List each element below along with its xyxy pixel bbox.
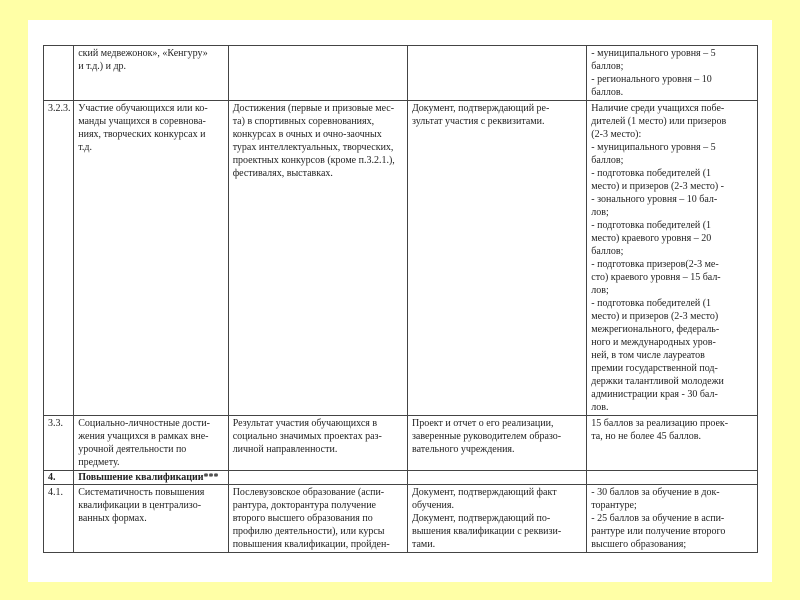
document-cell [407,46,586,101]
section-row [44,471,758,485]
empty-cell [228,471,407,485]
row-number [44,46,74,101]
criterion-name: Участие обучающихся или ко- манды учащихся в соревнова- ниях, творческих конкурсах и т.д. [74,101,228,416]
points-cell: - 30 баллов за обучение в док- торантуре; - 25 баллов за обучение в аспи- рантуре или получение второго высшего образования; [587,485,758,553]
table-row [44,485,758,553]
empty-cell [587,471,758,485]
points-cell: - муниципального уровня – 5 баллов; - регионального уровня – 10 баллов. [587,46,758,101]
table-row [44,46,758,101]
criterion-name: Социально-личностные дости- жения учащихся в рамках вне- урочной деятельности по предмету. [74,416,228,471]
table-row [44,101,758,416]
section-number: 4. [44,471,74,485]
document-cell: Документ, подтверждающий ре- зультат участия с реквизитами. [407,101,586,416]
points-cell: 15 баллов за реализацию проек- та, но не более 45 баллов. [587,416,758,471]
achievement-cell: Достижения (первые и призовые мес- та) в спортивных соревнованиях, конкурсах в очных и очно-заочных турах интеллектуальных, творческих, проектных конкурсов (кроме п.3.2.1.), фестивалях, выставках. [228,101,407,416]
row-number: 4.1. [44,485,74,553]
points-cell: Наличие среди учащихся побе- дителей (1 место) или призеров (2-3 место): - муниципального уровня – 5 баллов; - подготовка победителей (1 место) и призеров (2-3 место) - - зонального уровня – 10 бал- лов; - подготовка победителей (1 место) краевого уровня – 20 баллов; - подготовка призеров(2-3 ме- сто) краевого уровня – 15 бал- лов; - подготовка победителей (1 место) и призеров (2-3 место) межрегионального, федераль- ного и международных уров- ней, в том числе лауреатов премии государственной под- держки талантливой молодежи администрации края - 30 бал- лов. [587,101,758,416]
achievement-cell: Результат участия обучающихся в социально значимых проектах раз- личной направленности. [228,416,407,471]
criterion-name: ский медвежонок», «Кенгуру» и т.д.) и др. [74,46,228,101]
table-row [44,416,758,471]
slide [28,20,772,582]
criteria-table [43,45,758,553]
criterion-name: Систематичность повышения квалификации в централизо- ванных формах. [74,485,228,553]
section-title: Повышение квалификации*** [74,471,228,485]
row-number: 3.3. [44,416,74,471]
document-cell: Документ, подтверждающий факт обучения. Документ, подтверждающий по- вышения квалификации с реквизи- тами. [407,485,586,553]
achievement-cell: Послевузовское образование (аспи- рантура, докторантура получение второго высшего образования по профилю деятельности), или курсы повышения квалификации, пройден- [228,485,407,553]
achievement-cell [228,46,407,101]
document-cell: Проект и отчет о его реализации, заверенные руководителем образо- вательного учреждения. [407,416,586,471]
empty-cell [407,471,586,485]
row-number: 3.2.3. [44,101,74,416]
